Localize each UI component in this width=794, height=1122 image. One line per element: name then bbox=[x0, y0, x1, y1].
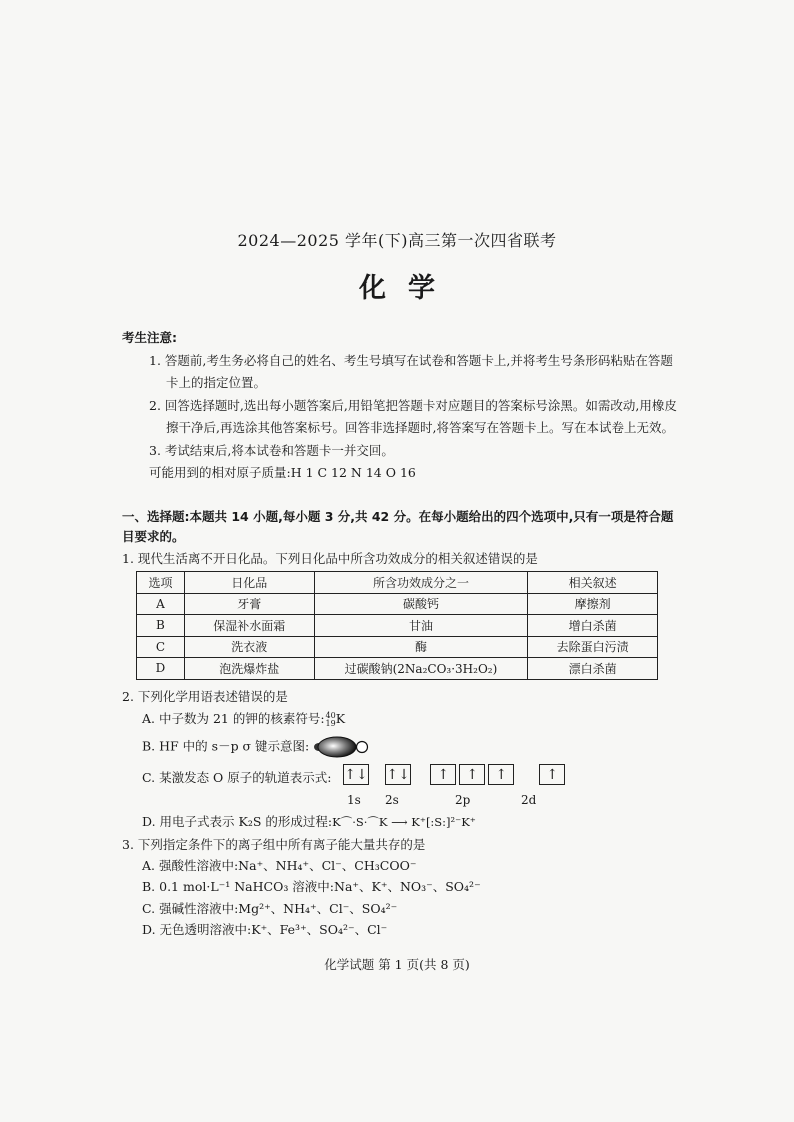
orbital-label-2d: 2d bbox=[521, 793, 537, 807]
table-cell: 摩擦剂 bbox=[528, 593, 658, 615]
nuclide-mass-number: 40 bbox=[325, 710, 336, 720]
table-header-cell: 相关叙述 bbox=[528, 572, 658, 594]
nuclide-atomic-number: 19 bbox=[325, 718, 336, 728]
table-row bbox=[137, 593, 658, 615]
table-cell: 甘油 bbox=[314, 615, 528, 637]
table-row bbox=[137, 636, 658, 658]
orbital-box-2p-1: ↑ bbox=[430, 764, 456, 785]
subject-title: 化学 bbox=[359, 273, 457, 304]
section-1-heading: 一、选择题:本题共 14 小题,每小题 3 分,共 42 分。在每小题给出的四个选项中,只有一项是符合题目要求的。 bbox=[122, 509, 674, 544]
s-p-sigma-bond-diagram bbox=[313, 736, 369, 758]
table-cell: 漂白杀菌 bbox=[528, 658, 658, 680]
question-1-table bbox=[136, 571, 658, 680]
table-row bbox=[137, 658, 658, 680]
nuclide-indices bbox=[326, 712, 336, 728]
option-c-text: C. 某激发态 O 原子的轨道表示式: bbox=[142, 770, 332, 785]
table-cell: 牙膏 bbox=[184, 593, 314, 615]
notice-item-3: 3. 考试结束后,将本试卷和答题卡一并交回。 bbox=[149, 442, 394, 458]
table-cell: A bbox=[137, 593, 185, 615]
orbital-diagram bbox=[343, 764, 565, 785]
nuclide-symbol: K bbox=[335, 711, 346, 726]
option-a-text: A. 中子数为 21 的钾的核素符号: bbox=[142, 711, 325, 726]
table-cell: B bbox=[137, 615, 185, 637]
notice-block bbox=[122, 327, 682, 485]
question-2-option-b bbox=[142, 736, 369, 758]
table-cell: 碳酸钙 bbox=[314, 593, 528, 615]
table-header-cell: 所含功效成分之一 bbox=[314, 572, 528, 594]
atomic-mass-line: 可能用到的相对原子质量:H 1 C 12 N 14 O 16 bbox=[149, 465, 416, 480]
page-footer: 化学试题 第 1 页(共 8 页) bbox=[324, 957, 470, 972]
table-header-row bbox=[137, 572, 658, 594]
question-2-option-c bbox=[142, 768, 331, 786]
question-2-option-d bbox=[142, 812, 476, 830]
option-b-text: B. HF 中的 s－p σ 键示意图: bbox=[142, 738, 310, 754]
question-2-stem: 2. 下列化学用语表述错误的是 bbox=[122, 689, 288, 704]
table-row bbox=[137, 615, 658, 637]
notice-item-2: 2. 回答选择题时,选出每小题答案后,用铅笔把答题卡对应题目的答案标号涂黑。如需改动,用橡皮擦干净后,再选涂其他答案标号。回答非选择题时,将答案写在答题卡上。写在本试卷上无效。 bbox=[149, 397, 677, 435]
question-3-option-a: A. 强酸性溶液中:Na⁺、NH₄⁺、Cl⁻、CH₃COO⁻ bbox=[142, 858, 417, 873]
table-cell: C bbox=[137, 636, 185, 658]
table-cell: 洗衣液 bbox=[184, 636, 314, 658]
question-1-stem: 1. 现代生活离不开日化品。下列日化品中所含功效成分的相关叙述错误的是 bbox=[122, 551, 538, 566]
table-header-cell: 选项 bbox=[137, 572, 185, 594]
orbital-label-2s: 2s bbox=[385, 793, 399, 807]
table-cell: 过碳酸钠(2Na₂CO₃·3H₂O₂) bbox=[314, 658, 528, 680]
table-cell: 酶 bbox=[314, 636, 528, 658]
orbital-label-2p: 2p bbox=[455, 793, 471, 807]
option-d-text: D. 用电子式表示 K₂S 的形成过程: bbox=[142, 814, 333, 829]
table-cell: D bbox=[137, 658, 185, 680]
question-3-option-b: B. 0.1 mol·L⁻¹ NaHCO₃ 溶液中:Na⁺、K⁺、NO₃⁻、SO₄²⁻ bbox=[142, 879, 481, 894]
orbital-label-1s: 1s bbox=[347, 793, 361, 807]
orbital-box-2s: ↑↓ bbox=[385, 764, 411, 785]
table-cell: 去除蛋白污渍 bbox=[528, 636, 658, 658]
orbital-box-2p-3: ↑ bbox=[488, 764, 514, 785]
question-3-stem: 3. 下列指定条件下的离子组中所有离子能大量共存的是 bbox=[122, 837, 426, 852]
orbital-box-1s: ↑↓ bbox=[343, 764, 369, 785]
question-2-option-a bbox=[142, 709, 345, 728]
question-3-option-d: D. 无色透明溶液中:K⁺、Fe³⁺、SO₄²⁻、Cl⁻ bbox=[142, 922, 388, 937]
table-cell: 泡洗爆炸盐 bbox=[184, 658, 314, 680]
notice-heading: 考生注意: bbox=[122, 330, 177, 345]
orbital-box-2p-2: ↑ bbox=[459, 764, 485, 785]
table-cell: 保湿补水面霜 bbox=[184, 615, 314, 637]
table-cell: 增白杀菌 bbox=[528, 615, 658, 637]
notice-item-1: 1. 答题前,考生务必将自己的姓名、考生号填写在试卷和答题卡上,并将考生号条形码粘贴在答题卡上的指定位置。 bbox=[149, 352, 673, 390]
table-header-cell: 日化品 bbox=[184, 572, 314, 594]
orbital-box-2d: ↑ bbox=[539, 764, 565, 785]
k2s-formation-formula: K⌒·S·⌒K ⟶ K⁺[:S:]²⁻K⁺ bbox=[332, 815, 476, 829]
exam-title: 2024—2025 学年(下)高三第一次四省联考 bbox=[237, 231, 557, 250]
question-3-option-c: C. 强碱性溶液中:Mg²⁺、NH₄⁺、Cl⁻、SO₄²⁻ bbox=[142, 901, 398, 916]
